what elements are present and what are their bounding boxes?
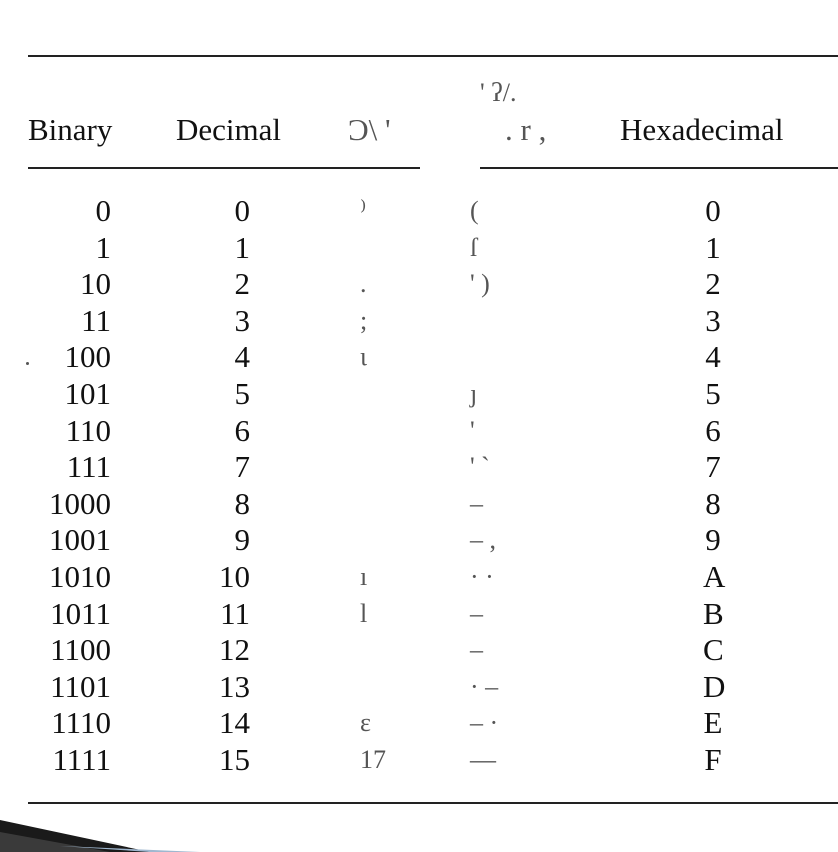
table-bottom-rule (28, 802, 838, 804)
octal-fragment-cell: l (360, 598, 368, 628)
octal-fragment-cell: ι (360, 342, 367, 372)
decimal-cell: 11 (220, 595, 250, 631)
decimal-cell: 15 (219, 742, 250, 777)
octal-fragment-cell: ı (360, 562, 368, 591)
octal-fragment-cell: ⁾ (360, 196, 367, 225)
octal-fragment-cell: ; (360, 305, 368, 335)
binary-cell: 1010 (49, 559, 111, 594)
decimal-cell: 5 (234, 376, 250, 411)
binary-cell: 100 (64, 339, 111, 375)
bcd-fragment-cell: – (470, 635, 483, 665)
binary-cell: 10 (80, 266, 111, 302)
hexadecimal-cell: 5 (705, 376, 721, 411)
binary-cell: 0 (95, 193, 111, 228)
hexadecimal-cell: 4 (705, 339, 721, 375)
header-bcd-fragment: . r , (505, 112, 547, 147)
decimal-cell: 14 (219, 705, 250, 741)
binary-cell: 111 (66, 449, 111, 485)
hexadecimal-cell: A (703, 559, 726, 594)
divider-gap (420, 164, 480, 170)
hexadecimal-cell: 7 (705, 449, 721, 485)
binary-cell: 110 (65, 412, 111, 448)
hexadecimal-cell: F (704, 742, 722, 777)
bcd-fragment-cell: – , (470, 525, 496, 555)
bcd-fragment-cell: · – (470, 671, 499, 701)
header-binary: Binary (28, 112, 113, 147)
binary-cell: 1110 (51, 705, 111, 741)
decimal-cell: 2 (234, 266, 250, 302)
binary-cell: 1 (95, 229, 111, 265)
bcd-fragment-cell: ' (470, 415, 475, 445)
decimal-cell: 9 (234, 522, 250, 558)
header-hexadecimal: Hexadecimal (620, 112, 784, 147)
hexadecimal-cell: 2 (705, 266, 721, 302)
slide-swoosh-decoration (0, 812, 200, 852)
binary-cell: 1111 (52, 742, 111, 777)
hexadecimal-cell: 0 (705, 193, 721, 228)
bcd-fragment-cell: ' ) (470, 269, 490, 299)
bcd-fragment-cell: — (470, 745, 496, 774)
hexadecimal-cell: D (703, 668, 726, 704)
binary-cell: 1001 (49, 522, 111, 558)
header-overline-fragment: ' ʔ/. (480, 78, 517, 107)
bcd-fragment-cell: – (470, 598, 483, 628)
bcd-fragment-cell: – (470, 488, 483, 518)
bcd-fragment-cell: ' ` (470, 452, 490, 482)
octal-fragment-cell: . (360, 269, 367, 299)
octal-fragment-cell: 17 (360, 745, 386, 774)
decimal-cell: 6 (234, 412, 250, 448)
bcd-fragment-cell: · · (470, 562, 494, 591)
decimal-cell: 7 (234, 449, 250, 485)
decimal-cell: 0 (234, 193, 250, 228)
decimal-cell: 10 (219, 559, 250, 594)
bcd-fragment-cell: ſ (470, 232, 478, 262)
hexadecimal-cell: 3 (705, 302, 721, 338)
table-top-rule (28, 55, 838, 57)
decimal-cell: 3 (234, 302, 250, 338)
decimal-cell: 4 (234, 339, 250, 375)
binary-cell: 1100 (50, 632, 111, 668)
decimal-cell: 8 (234, 485, 250, 521)
decimal-cell: 1 (234, 229, 250, 265)
header-decimal: Decimal (176, 112, 282, 147)
decimal-cell: 12 (219, 632, 250, 668)
binary-cell: 1011 (50, 595, 111, 631)
bcd-fragment-cell: – · (470, 708, 499, 738)
binary-cell: 1101 (50, 668, 111, 704)
header-octal-fragment: Ɔ\ ' (348, 112, 391, 147)
hexadecimal-cell: C (703, 632, 724, 668)
bcd-fragment-cell: ( (470, 196, 479, 225)
hexadecimal-cell: 9 (705, 522, 721, 558)
hexadecimal-cell: 6 (705, 412, 721, 448)
binary-cell: 101 (64, 376, 111, 411)
octal-fragment-cell: ɛ (360, 708, 371, 738)
hexadecimal-cell: 8 (705, 485, 721, 521)
hexadecimal-cell: 1 (705, 229, 721, 265)
decimal-cell: 13 (219, 668, 250, 704)
binary-cell: 1000 (49, 485, 111, 521)
bcd-fragment-cell: ȷ (470, 379, 478, 408)
stray-mark (26, 362, 29, 365)
hexadecimal-cell: B (703, 595, 724, 631)
hexadecimal-cell: E (703, 705, 723, 741)
binary-cell: 11 (81, 302, 111, 338)
top-rule-gap (430, 48, 510, 52)
